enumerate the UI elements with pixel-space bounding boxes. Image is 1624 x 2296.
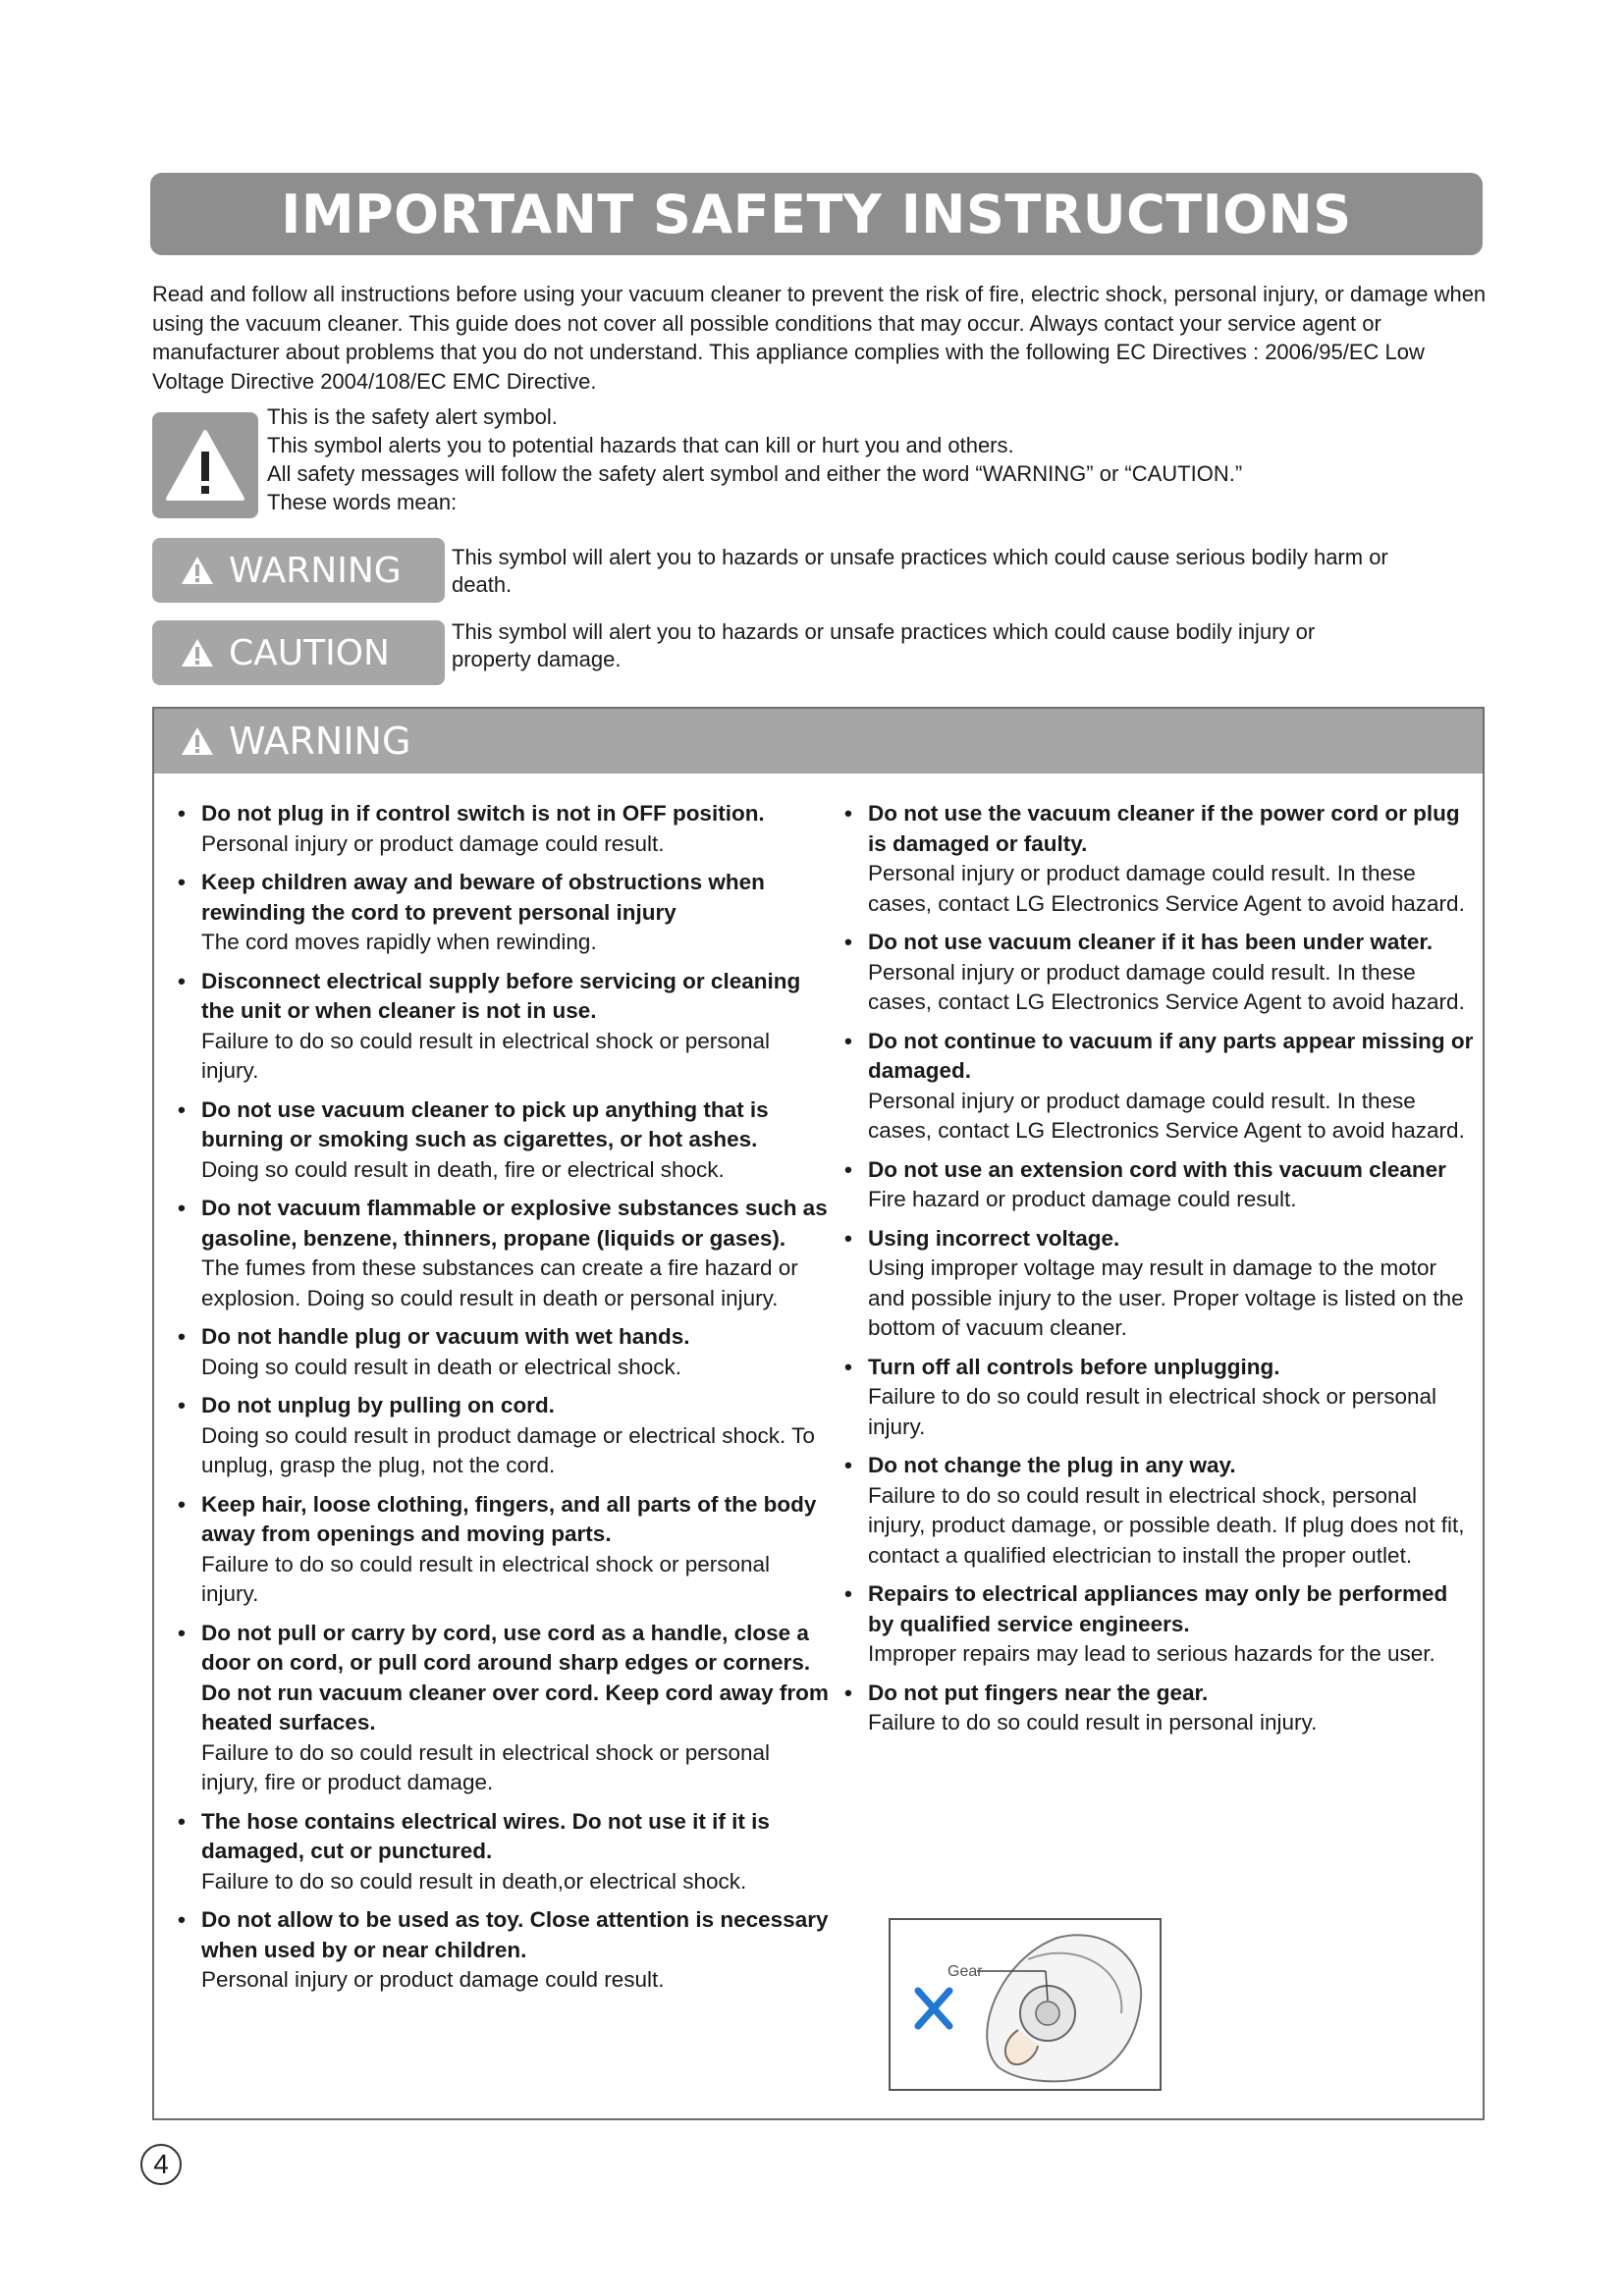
item-heading: Keep children away and beware of obstructions when rewinding the cord to prevent personal injury: [201, 870, 765, 925]
item-heading: Do not use vacuum cleaner if it has been under water.: [868, 930, 1434, 954]
item-text: Doing so could result in death, fire or electrical shock.: [201, 1156, 725, 1182]
list-item: [839, 1224, 1475, 1344]
intro-paragraph: Read and follow all instructions before using your vacuum cleaner to prevent the risk of fire, electric shock, personal injury, or damage when using the vacuum cleaner. This guide does not cover all possible conditions that may occur. Always contact your service agent or manufacturer about problems that you do not understand. This appliance complies with the following EC Directives : 2006/95/EC Low Voltage Directive 2004/108/EC EMC Directive.: [152, 282, 1487, 394]
vacuum-gear-illustration: [891, 1920, 1160, 2089]
caution-description: This symbol will alert you to hazards or unsafe practices which could cause bodily injury or property damage.: [452, 619, 1316, 671]
bullet: •: [178, 1907, 186, 1932]
bullet: •: [844, 1680, 852, 1705]
list-item: [172, 1490, 830, 1610]
list-item: [172, 967, 830, 1087]
warning-triangle-icon: [180, 637, 215, 668]
bullet: •: [844, 801, 852, 826]
item-heading: Do not put fingers near the gear.: [868, 1680, 1209, 1705]
item-heading: Do not pull or carry by cord, use cord as a handle, close a door on cord, or pull cord around sharp edges or corners. Do not run vacuum cleaner over cord. Keep cord away from heated surfaces.: [201, 1620, 829, 1735]
item-text: Failure to do so could result in electrical shock, personal injury, product damage, or possible death. If plug does not fit, contact a qualified electrician to install the proper outlet.: [868, 1482, 1465, 1568]
bullet: •: [844, 1225, 852, 1251]
list-item: [172, 799, 830, 859]
bullet: •: [844, 1156, 852, 1182]
list-item: [172, 1391, 830, 1481]
alert-line: All safety messages will follow the safety alert symbol and either the word “WARNING” or “CAUTION.”: [267, 461, 1243, 486]
list-item: [172, 1095, 830, 1186]
list-item: [172, 1619, 830, 1798]
item-heading: Do not plug in if control switch is not in OFF position.: [201, 801, 765, 826]
warning-panel-title: WARNING: [229, 720, 411, 763]
gear-illustration: [889, 1918, 1162, 2091]
item-text: Personal injury or product damage could result.: [201, 830, 665, 856]
bullet: •: [178, 968, 186, 993]
item-heading: Do not vacuum flammable or explosive substances such as gasoline, benzene, thinners, propane (liquids or gases).: [201, 1196, 828, 1251]
alert-line: These words mean:: [267, 490, 458, 514]
item-text: Failure to do so could result in personal injury.: [868, 1710, 1318, 1735]
item-text: Fire hazard or product damage could result.: [868, 1187, 1297, 1211]
page-title-text: IMPORTANT SAFETY INSTRUCTIONS: [281, 183, 1352, 245]
item-text: Personal injury or product damage could result.: [201, 1967, 665, 1992]
list-item: [839, 1027, 1475, 1147]
warning-triangle-icon: [180, 725, 215, 757]
caution-label-text: CAUTION: [229, 632, 390, 673]
item-text: Doing so could result in product damage or electrical shock. To unplug, grasp the plug, not the cord.: [201, 1422, 815, 1477]
item-heading: Do not change the plug in any way.: [868, 1453, 1236, 1477]
item-text: Using improper voltage may result in damage to the motor and possible injury to the user. Proper voltage is listed on the bottom of vacuum cleaner.: [868, 1255, 1464, 1340]
list-item: [172, 1807, 830, 1897]
item-text: Failure to do so could result in death,or electrical shock.: [201, 1868, 747, 1894]
item-text: Personal injury or product damage could result. In these cases, contact LG Electronics Service Agent to avoid hazard.: [868, 959, 1465, 1014]
gear-label: Gear: [947, 1963, 983, 1980]
list-item: [839, 1579, 1475, 1670]
item-text: Personal injury or product damage could result. In these cases, contact LG Electronics Service Agent to avoid hazard.: [868, 861, 1465, 916]
item-text: Improper repairs may lead to serious hazards for the user.: [868, 1641, 1435, 1666]
item-heading: The hose contains electrical wires. Do not use it if it is damaged, cut or punctured.: [201, 1808, 770, 1863]
bullet: •: [178, 801, 186, 826]
list-item: [839, 928, 1475, 1018]
list-item: [172, 1322, 830, 1382]
safety-alert-description: [267, 402, 1445, 516]
list-item: [172, 868, 830, 958]
warning-list-right: [839, 799, 1475, 1747]
list-item: [839, 799, 1475, 919]
item-text: The fumes from these substances can create a fire hazard or explosion. Doing so could result in death or personal injury.: [201, 1255, 798, 1310]
bullet: •: [178, 1196, 186, 1220]
list-item: [839, 1353, 1475, 1443]
item-text: Failure to do so could result in electrical shock or personal injury.: [201, 1551, 771, 1606]
warning-label-text: WARNING: [229, 550, 402, 591]
page-title: [150, 173, 1483, 255]
list-item: [172, 1905, 830, 1996]
bullet: •: [844, 1581, 852, 1606]
warning-label: [152, 538, 445, 603]
bullet: •: [178, 1808, 186, 1834]
warning-list-left: [172, 799, 830, 2004]
caution-label: [152, 620, 445, 685]
item-text: Doing so could result in death or electrical shock.: [201, 1354, 682, 1379]
item-heading: Do not continue to vacuum if any parts appear missing or damaged.: [868, 1028, 1474, 1083]
item-heading: Turn off all controls before unplugging.: [868, 1354, 1280, 1379]
bullet: •: [844, 930, 852, 954]
item-text: Failure to do so could result in electrical shock or personal injury.: [201, 1028, 771, 1083]
bullet: •: [178, 870, 186, 894]
item-heading: Keep hair, loose clothing, fingers, and all parts of the body away from openings and moving parts.: [201, 1491, 817, 1546]
list-item: [839, 1679, 1475, 1738]
item-heading: Do not unplug by pulling on cord.: [201, 1393, 555, 1417]
item-text: Personal injury or product damage could result. In these cases, contact LG Electronics Service Agent to avoid hazard.: [868, 1088, 1465, 1143]
item-heading: Using incorrect voltage.: [868, 1225, 1120, 1251]
warning-triangle-icon: [180, 555, 215, 586]
bullet: •: [178, 1096, 186, 1122]
bullet: •: [844, 1453, 852, 1477]
item-text: Failure to do so could result in electrical shock or personal injury.: [868, 1384, 1437, 1439]
bullet: •: [844, 1354, 852, 1379]
item-heading: Do not handle plug or vacuum with wet hands.: [201, 1324, 690, 1349]
warning-panel-header: [154, 709, 1483, 774]
page-number-text: 4: [153, 2149, 169, 2179]
list-item: [839, 1155, 1475, 1215]
item-heading: Do not use vacuum cleaner to pick up anything that is burning or smoking such as cigarettes, or hot ashes.: [201, 1096, 769, 1151]
item-heading: Do not use an extension cord with this vacuum cleaner: [868, 1156, 1446, 1182]
warning-panel: [152, 707, 1485, 2120]
item-heading: Repairs to electrical appliances may only be performed by qualified service engineers.: [868, 1581, 1448, 1636]
list-item: [172, 1194, 830, 1313]
bullet: •: [178, 1393, 186, 1417]
item-heading: Disconnect electrical supply before servicing or cleaning the unit or when cleaner is not in use.: [201, 968, 801, 1023]
item-text: The cord moves rapidly when rewinding.: [201, 930, 597, 954]
bullet: •: [178, 1620, 186, 1645]
safety-alert-icon: [152, 412, 258, 518]
bullet: •: [178, 1491, 186, 1517]
item-heading: Do not use the vacuum cleaner if the power cord or plug is damaged or faulty.: [868, 801, 1460, 856]
page-number: [140, 2144, 182, 2185]
alert-line: This symbol alerts you to potential hazards that can kill or hurt you and others.: [267, 433, 1014, 457]
item-heading: Do not allow to be used as toy. Close attention is necessary when used by or near children.: [201, 1907, 829, 1962]
alert-line: This is the safety alert symbol.: [267, 404, 558, 429]
bullet: •: [844, 1028, 852, 1053]
warning-description: This symbol will alert you to hazards or unsafe practices which could cause serious bodily harm or death.: [452, 545, 1388, 597]
item-text: Failure to do so could result in electrical shock or personal injury, fire or product damage.: [201, 1739, 771, 1794]
list-item: [839, 1451, 1475, 1571]
bullet: •: [178, 1324, 186, 1349]
